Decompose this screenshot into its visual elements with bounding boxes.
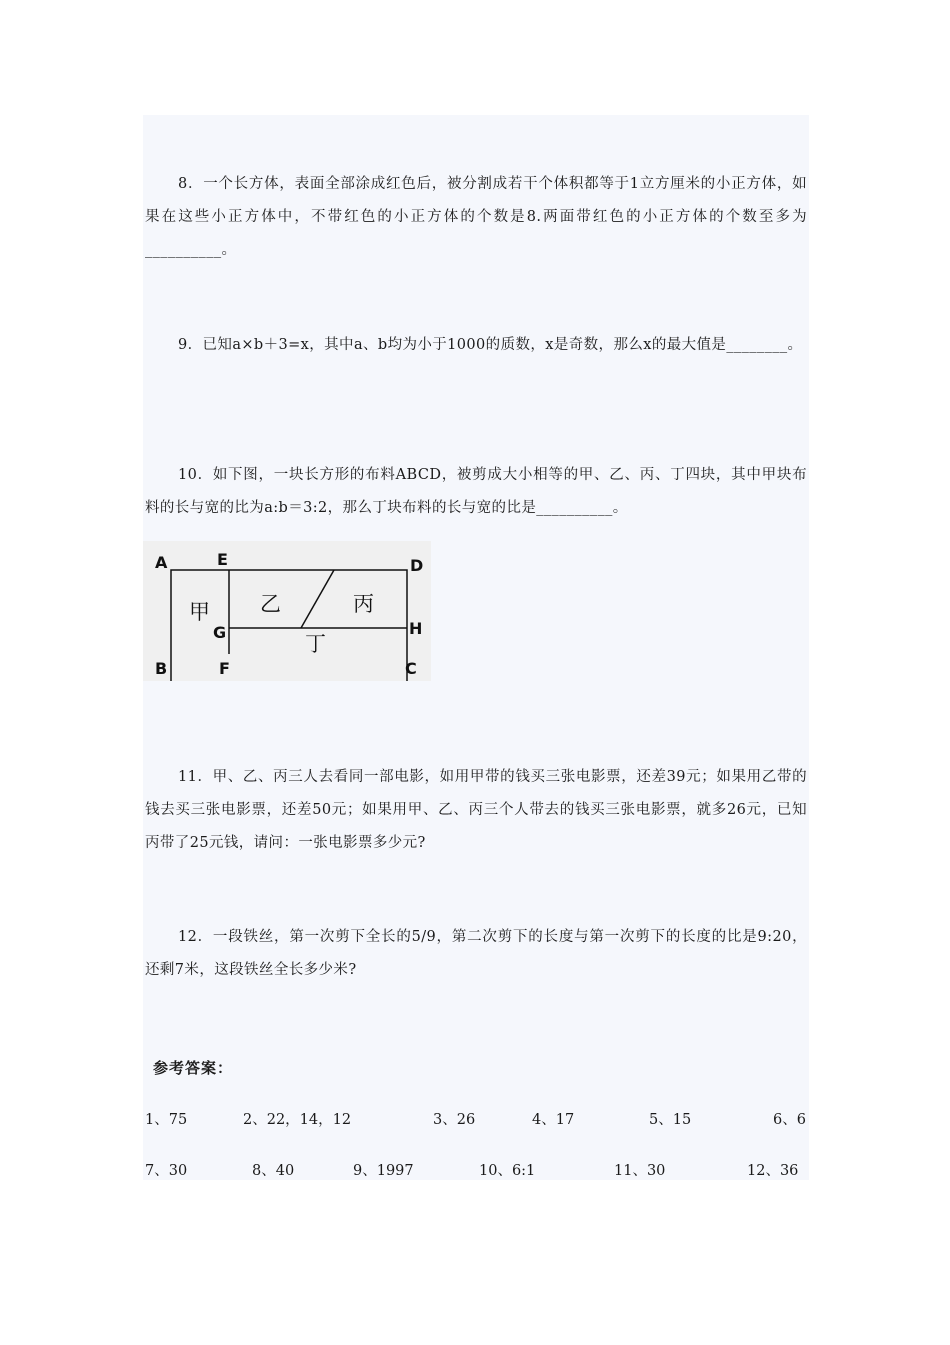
question-11: 11．甲、乙、丙三人去看同一部电影，如用甲带的钱买三张电影票，还差39元；如果用乙带的钱去买三张电影票，还差50元；如果用甲、乙、丙三个人带去的钱买三张电影票，就多26元，已知丙带了25元钱，请问：一张电影票多少元?: [145, 769, 807, 851]
region-yi: 乙: [260, 592, 281, 616]
answer-5: 5、15: [649, 1112, 692, 1128]
label-b: B: [155, 659, 168, 678]
label-f: F: [219, 659, 230, 678]
answer-1: 1、75: [145, 1112, 188, 1128]
question-10: 10．如下图，一块长方形的布料ABCD，被剪成大小相等的甲、乙、丙、丁四块，其中甲块布料的长与宽的比为a:b＝3:2，那么丁块布料的长与宽的比是__________。: [145, 467, 807, 516]
label-h: H: [409, 619, 423, 638]
label-a: A: [155, 553, 168, 572]
question-9: 9．已知a×b＋3=x，其中a、b均为小于1000的质数，x是奇数，那么x的最大值是________。: [178, 337, 803, 353]
diagonal-cut: [301, 570, 334, 628]
region-jia: 甲: [189, 600, 210, 624]
answer-6: 6、6: [773, 1112, 806, 1128]
rectangle-abcd: [171, 570, 407, 681]
answer-3: 3、26: [433, 1112, 476, 1128]
answer-9: 9、1997: [353, 1163, 414, 1179]
question-8: 8．一个长方体，表面全部涂成红色后，被分割成若干个体积都等于1立方厘米的小正方体，如果在这些小正方体中，不带红色的小正方体的个数是8.两面带红色的小正方体的个数至多为__________。: [145, 176, 807, 258]
region-ding: 丁: [305, 632, 326, 656]
fabric-diagram-svg: [143, 541, 431, 681]
label-e: E: [217, 550, 228, 569]
answer-11: 11、30: [614, 1163, 666, 1179]
label-d: D: [410, 556, 424, 575]
answers-row-2: [145, 1159, 808, 1183]
label-g: G: [213, 623, 227, 642]
answer-7: 7、30: [145, 1163, 188, 1179]
fabric-diagram: [143, 541, 431, 681]
region-bing: 丙: [353, 592, 374, 616]
answers-row-1: [145, 1108, 808, 1132]
answer-10: 10、6:1: [479, 1163, 536, 1179]
answer-8: 8、40: [252, 1163, 295, 1179]
answer-2: 2、22，14，12: [243, 1112, 352, 1128]
label-c: C: [405, 659, 417, 678]
answers-title: 参考答案：: [153, 1059, 234, 1077]
answer-4: 4、17: [532, 1112, 575, 1128]
question-12: 12．一段铁丝，第一次剪下全长的5/9，第二次剪下的长度与第一次剪下的长度的比是9:20，还剩7米，这段铁丝全长多少米?: [145, 929, 807, 978]
answer-12: 12、36: [747, 1163, 799, 1179]
